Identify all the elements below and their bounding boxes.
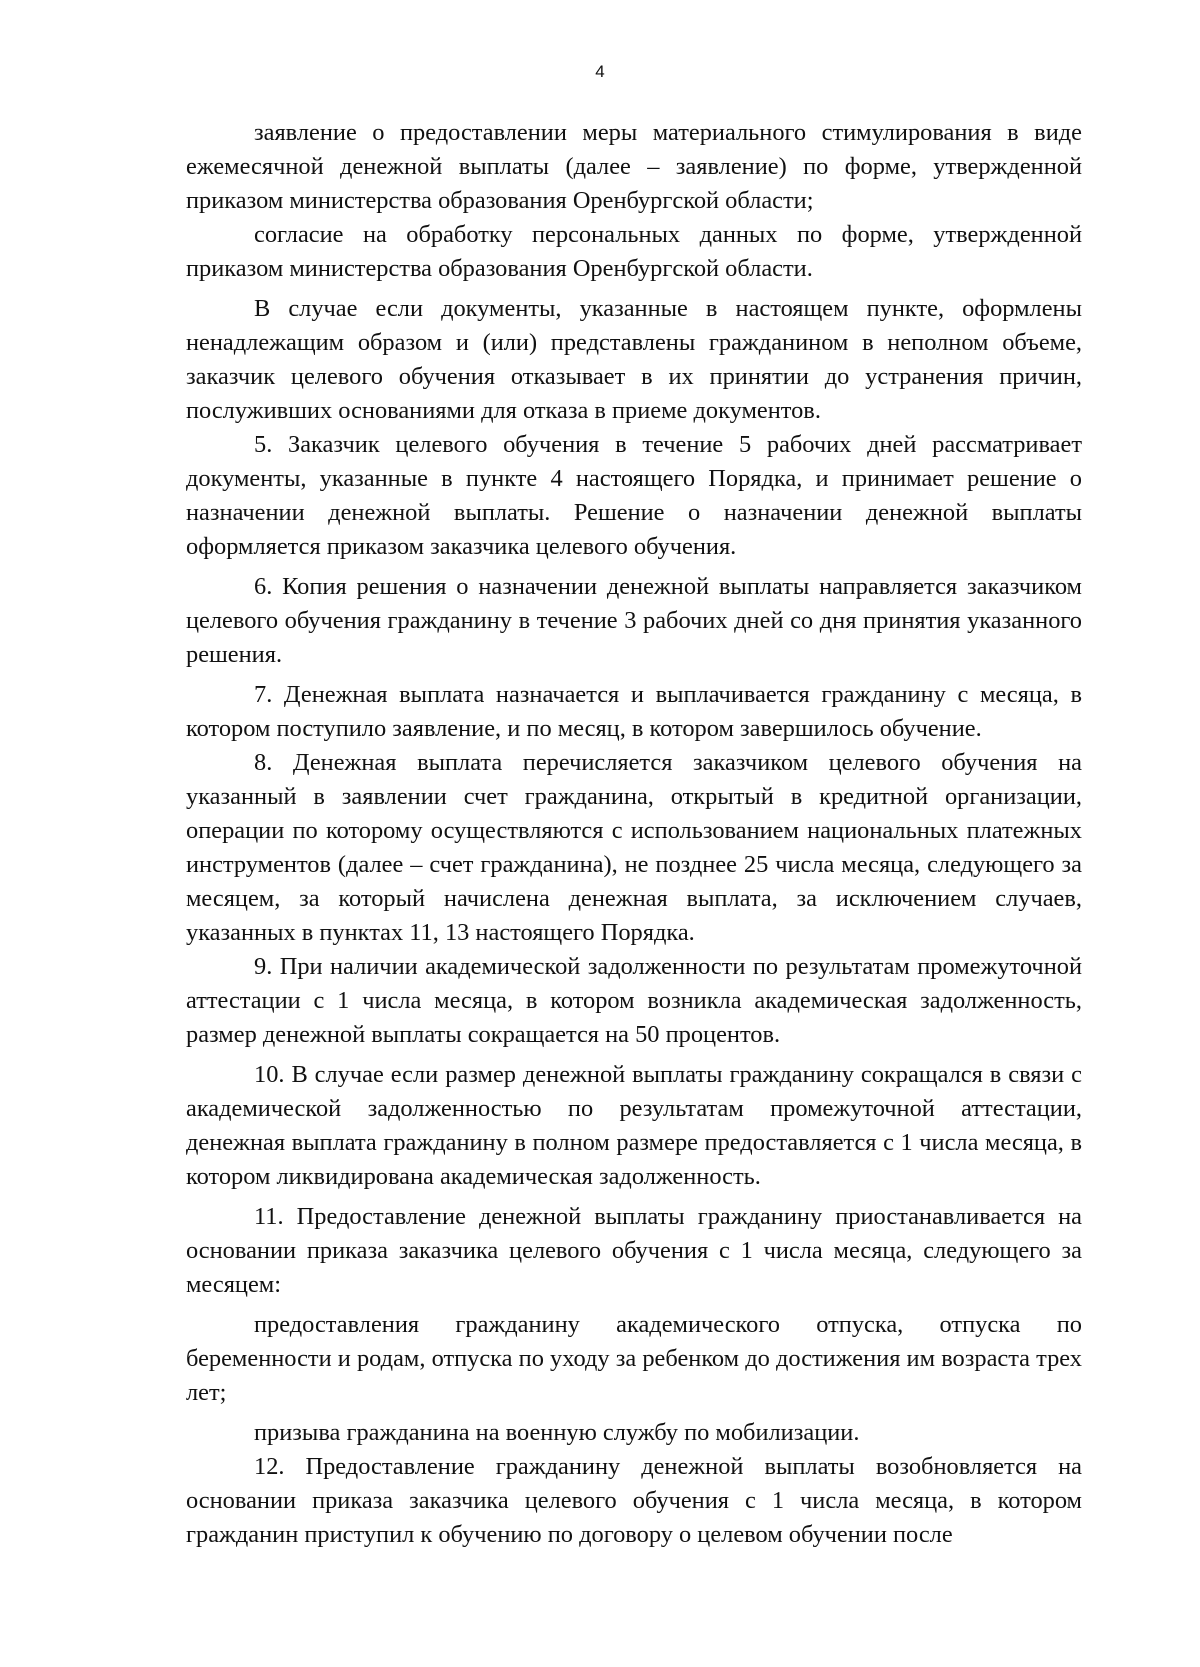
paragraph-improper-documents: В случае если документы, указанные в настоящем пункте, оформлены ненадлежащим образом и (или) представлены гражданином в неполном объеме, заказчик целевого обучения отказывает в их принятии до устранения причин, послуживших основаниями для отказа в приеме документов. — [186, 295, 1082, 424]
paragraph-application: заявление о предоставлении меры материального стимулирования в виде ежемесячной денежной выплаты (далее – заявление) по форме, утвержденной приказом министерства образования Оренбургской области; — [186, 119, 1082, 214]
paragraph-consent: согласие на обработку персональных данных по форме, утвержденной приказом министерства образования Оренбургской области. — [186, 221, 1082, 282]
paragraph-item-12: 12. Предоставление гражданину денежной выплаты возобновляется на основании приказа заказчика целевого обучения с 1 числа месяца, в котором гражданин приступил к обучению по договору о целевом обучении после — [186, 1453, 1082, 1548]
page-number: 4 — [595, 62, 605, 81]
paragraph-item-11: 11. Предоставление денежной выплаты гражданину приостанавливается на основании приказа заказчика целевого обучения с 1 числа месяца, следующего за месяцем: — [186, 1203, 1082, 1298]
paragraph-item-5: 5. Заказчик целевого обучения в течение 5 рабочих дней рассматривает документы, указанные в пункте 4 настоящего Порядка, и принимает решение о назначении денежной выплаты. Решение о назначении денежной выплаты оформляется приказом заказчика целевого обучения. — [186, 431, 1082, 560]
document-body — [186, 116, 1082, 1552]
paragraph-leave-cases: предоставления гражданину академического отпуска, отпуска по беременности и родам, отпуска по уходу за ребенком до достижения им возраста трех лет; — [186, 1311, 1082, 1406]
paragraph-item-6: 6. Копия решения о назначении денежной выплаты направляется заказчиком целевого обучения гражданину в течение 3 рабочих дней со дня принятия указанного решения. — [186, 573, 1082, 668]
paragraph-mobilization: призыва гражданина на военную службу по мобилизации. — [254, 1419, 860, 1446]
paragraph-item-7: 7. Денежная выплата назначается и выплачивается гражданину с месяца, в котором поступило заявление, и по месяц, в котором завершилось обучение. — [186, 681, 1082, 742]
paragraph-item-10: 10. В случае если размер денежной выплаты гражданину сокращался в связи с академической задолженностью по результатам промежуточной аттестации, денежная выплата гражданину в полном размере предоставляется с 1 числа месяца, в котором ликвидирована академическая задолженность. — [186, 1061, 1082, 1190]
paragraph-item-8: 8. Денежная выплата перечисляется заказчиком целевого обучения на указанный в заявлении счет гражданина, открытый в кредитной организации, операции по которому осуществляются с использованием национальных платежных инструментов (далее – счет гражданина), не позднее 25 числа месяца, следующего за месяцем, за который начислена денежная выплата, за исключением случаев, указанных в пунктах 11, 13 настоящего Порядка. — [186, 749, 1082, 946]
paragraph-item-9: 9. При наличии академической задолженности по результатам промежуточной аттестации с 1 числа месяца, в котором возникла академическая задолженность, размер денежной выплаты сокращается на 50 процентов. — [186, 953, 1082, 1048]
